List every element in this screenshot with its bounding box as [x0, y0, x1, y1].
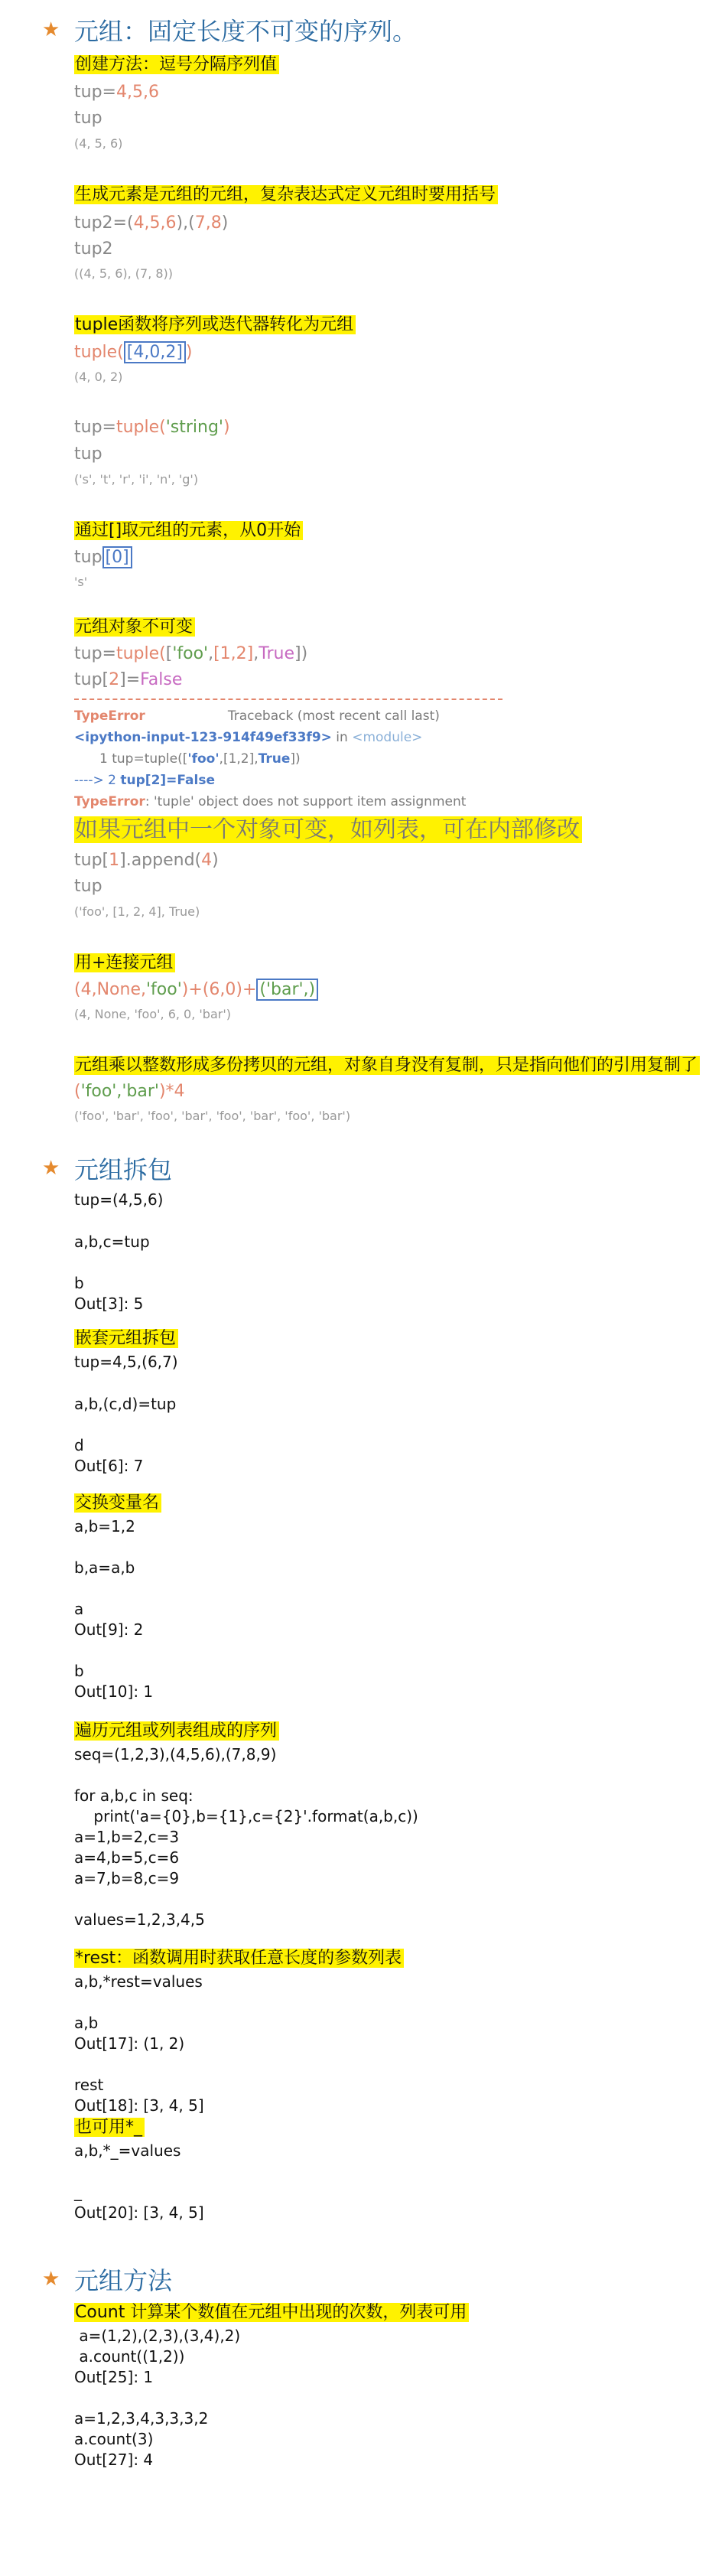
code-line: tuple( [4,0,2] ) — [74, 343, 193, 362]
code-line: a=(1,2),(2,3),(3,4),2) — [74, 2327, 241, 2345]
code-line: tup=4,5,(6,7) — [74, 1353, 178, 1371]
note: 元组乘以整数形成多份拷贝的元组，对象自身没有复制，只是指向他们的引用复制了 — [74, 1054, 700, 1077]
output-line: (4, None, 'foo', 6, 0, 'bar') — [74, 1007, 231, 1021]
code-line: a,b=1,2 — [74, 1517, 135, 1536]
output-line: a=4,b=5,c=6 — [74, 1848, 180, 1867]
output-line: Out[18]: [3, 4, 5] — [74, 2096, 204, 2115]
note: 交换变量名 — [74, 1492, 161, 1515]
code-line: tup2=(4,5,6),(7,8) — [74, 213, 229, 233]
output-line: Out[25]: 1 — [74, 2368, 154, 2386]
note: 元组对象不可变 — [74, 616, 195, 639]
code-line: tup[1].append(4) — [74, 851, 219, 870]
code-line: ('foo','bar')*4 — [74, 1082, 185, 1101]
code-line: seq=(1,2,3),(4,5,6),(7,8,9) — [74, 1745, 277, 1763]
code-line: tup=tuple('string') — [74, 418, 230, 437]
note: 遍历元组或列表组成的序列 — [74, 1720, 279, 1743]
note: 通过[]取元组的元素，从0开始 — [74, 519, 303, 542]
section-title: 元组方法 — [74, 2266, 173, 2295]
output-line: (4, 5, 6) — [74, 136, 123, 151]
output-line: a=7,b=8,c=9 — [74, 1869, 180, 1887]
output-line: ('foo', 'bar', 'foo', 'bar', 'foo', 'bar', 'foo', 'bar') — [74, 1109, 351, 1123]
code-line: a.count((1,2)) — [74, 2347, 185, 2366]
code-line: a,b — [74, 2014, 99, 2032]
code-line: a,b,*rest=values — [74, 1972, 203, 1991]
selection-highlight: ('bar',) — [256, 979, 318, 1001]
output-line: Out[27]: 4 — [74, 2451, 154, 2469]
note: tuple函数将序列或迭代器转化为元组 — [74, 314, 356, 337]
code-line: b — [74, 1274, 84, 1292]
traceback-line: 1 tup=tuple(['foo',[1,2],True]) — [99, 751, 301, 767]
code-line: a,b,c=tup — [74, 1233, 150, 1251]
code-line: tup[2]=False — [74, 670, 183, 689]
code-line: tup2 — [74, 239, 113, 259]
star-icon: ★ — [42, 1157, 60, 1180]
code-line: a=1,2,3,4,3,3,3,2 — [74, 2409, 209, 2428]
output-line: a=1,b=2,c=3 — [74, 1828, 180, 1846]
output-line: ('foo', [1, 2, 4], True) — [74, 904, 200, 919]
note: 也可用*_ — [74, 2116, 145, 2139]
code-line: b,a=a,b — [74, 1558, 135, 1577]
code-line: a.count(3) — [74, 2430, 154, 2448]
star-icon: ★ — [42, 2268, 60, 2291]
code-line: tup — [74, 109, 102, 128]
code-line: _ — [74, 2183, 82, 2201]
star-icon: ★ — [42, 18, 60, 41]
code-line: tup [0] — [74, 546, 132, 569]
code-line: print('a={0},b={1},c={2}'.format(a,b,c)) — [74, 1807, 418, 1825]
note: 生成元素是元组的元组，复杂表达式定义元组时要用括号 — [74, 184, 498, 207]
section-title: 元组拆包 — [74, 1155, 173, 1184]
output-line: ('s', 't', 'r', 'i', 'n', 'g') — [74, 472, 199, 487]
traceback-line: TypeError: 'tuple' object does not support item assignment — [74, 794, 467, 809]
code-line: tup=4,5,6 — [74, 83, 159, 102]
output-line: Out[17]: (1, 2) — [74, 2034, 185, 2053]
code-line: rest — [74, 2076, 104, 2094]
note: 创建方法：逗号分隔序列值 — [74, 54, 279, 77]
code-line: a — [74, 1600, 84, 1618]
code-line: d — [74, 1436, 84, 1454]
code-line: tup — [74, 445, 102, 464]
note: 用+连接元组 — [74, 952, 175, 975]
output-line: Out[9]: 2 — [74, 1620, 144, 1639]
traceback-line: ----> 2 tup[2]=False — [74, 773, 215, 788]
note: 如果元组中一个对象可变，如列表，可在内部修改 — [74, 816, 582, 845]
code-line: b — [74, 1662, 84, 1680]
output-line: (4, 0, 2) — [74, 370, 123, 384]
code-line: tup — [74, 877, 102, 896]
output-line: ((4, 5, 6), (7, 8)) — [74, 266, 174, 281]
code-line: tup=(4,5,6) — [74, 1190, 164, 1209]
output-line: Out[6]: 7 — [74, 1457, 144, 1475]
traceback-divider — [74, 699, 502, 700]
output-line: Out[10]: 1 — [74, 1682, 154, 1701]
note: Count 计算某个数值在元组中出现的次数，列表可用 — [74, 2301, 469, 2324]
section-title: 元组：固定长度不可变的序列。 — [74, 17, 418, 46]
traceback-line: TypeError Traceback (most recent call last) — [74, 708, 440, 724]
code-line: a,b,*_=values — [74, 2141, 181, 2160]
code-line: a,b,(c,d)=tup — [74, 1395, 177, 1413]
note: *rest：函数调用时获取任意长度的参数列表 — [74, 1947, 404, 1970]
note: 嵌套元组拆包 — [74, 1327, 178, 1350]
selection-highlight: [4,0,2] — [124, 341, 186, 363]
code-line: for a,b,c in seq: — [74, 1786, 194, 1805]
output-line: 's' — [74, 575, 88, 589]
traceback-line: <ipython-input-123-914f49ef33f9> in <module> — [74, 730, 423, 745]
selection-highlight: [0] — [102, 546, 132, 568]
output-line: Out[3]: 5 — [74, 1295, 144, 1313]
output-line: Out[20]: [3, 4, 5] — [74, 2203, 204, 2222]
code-line: values=1,2,3,4,5 — [74, 1910, 205, 1929]
code-line: (4,None,'foo')+(6,0)+ ('bar',) — [74, 979, 318, 1001]
code-line: tup=tuple(['foo',[1,2],True]) — [74, 644, 308, 663]
